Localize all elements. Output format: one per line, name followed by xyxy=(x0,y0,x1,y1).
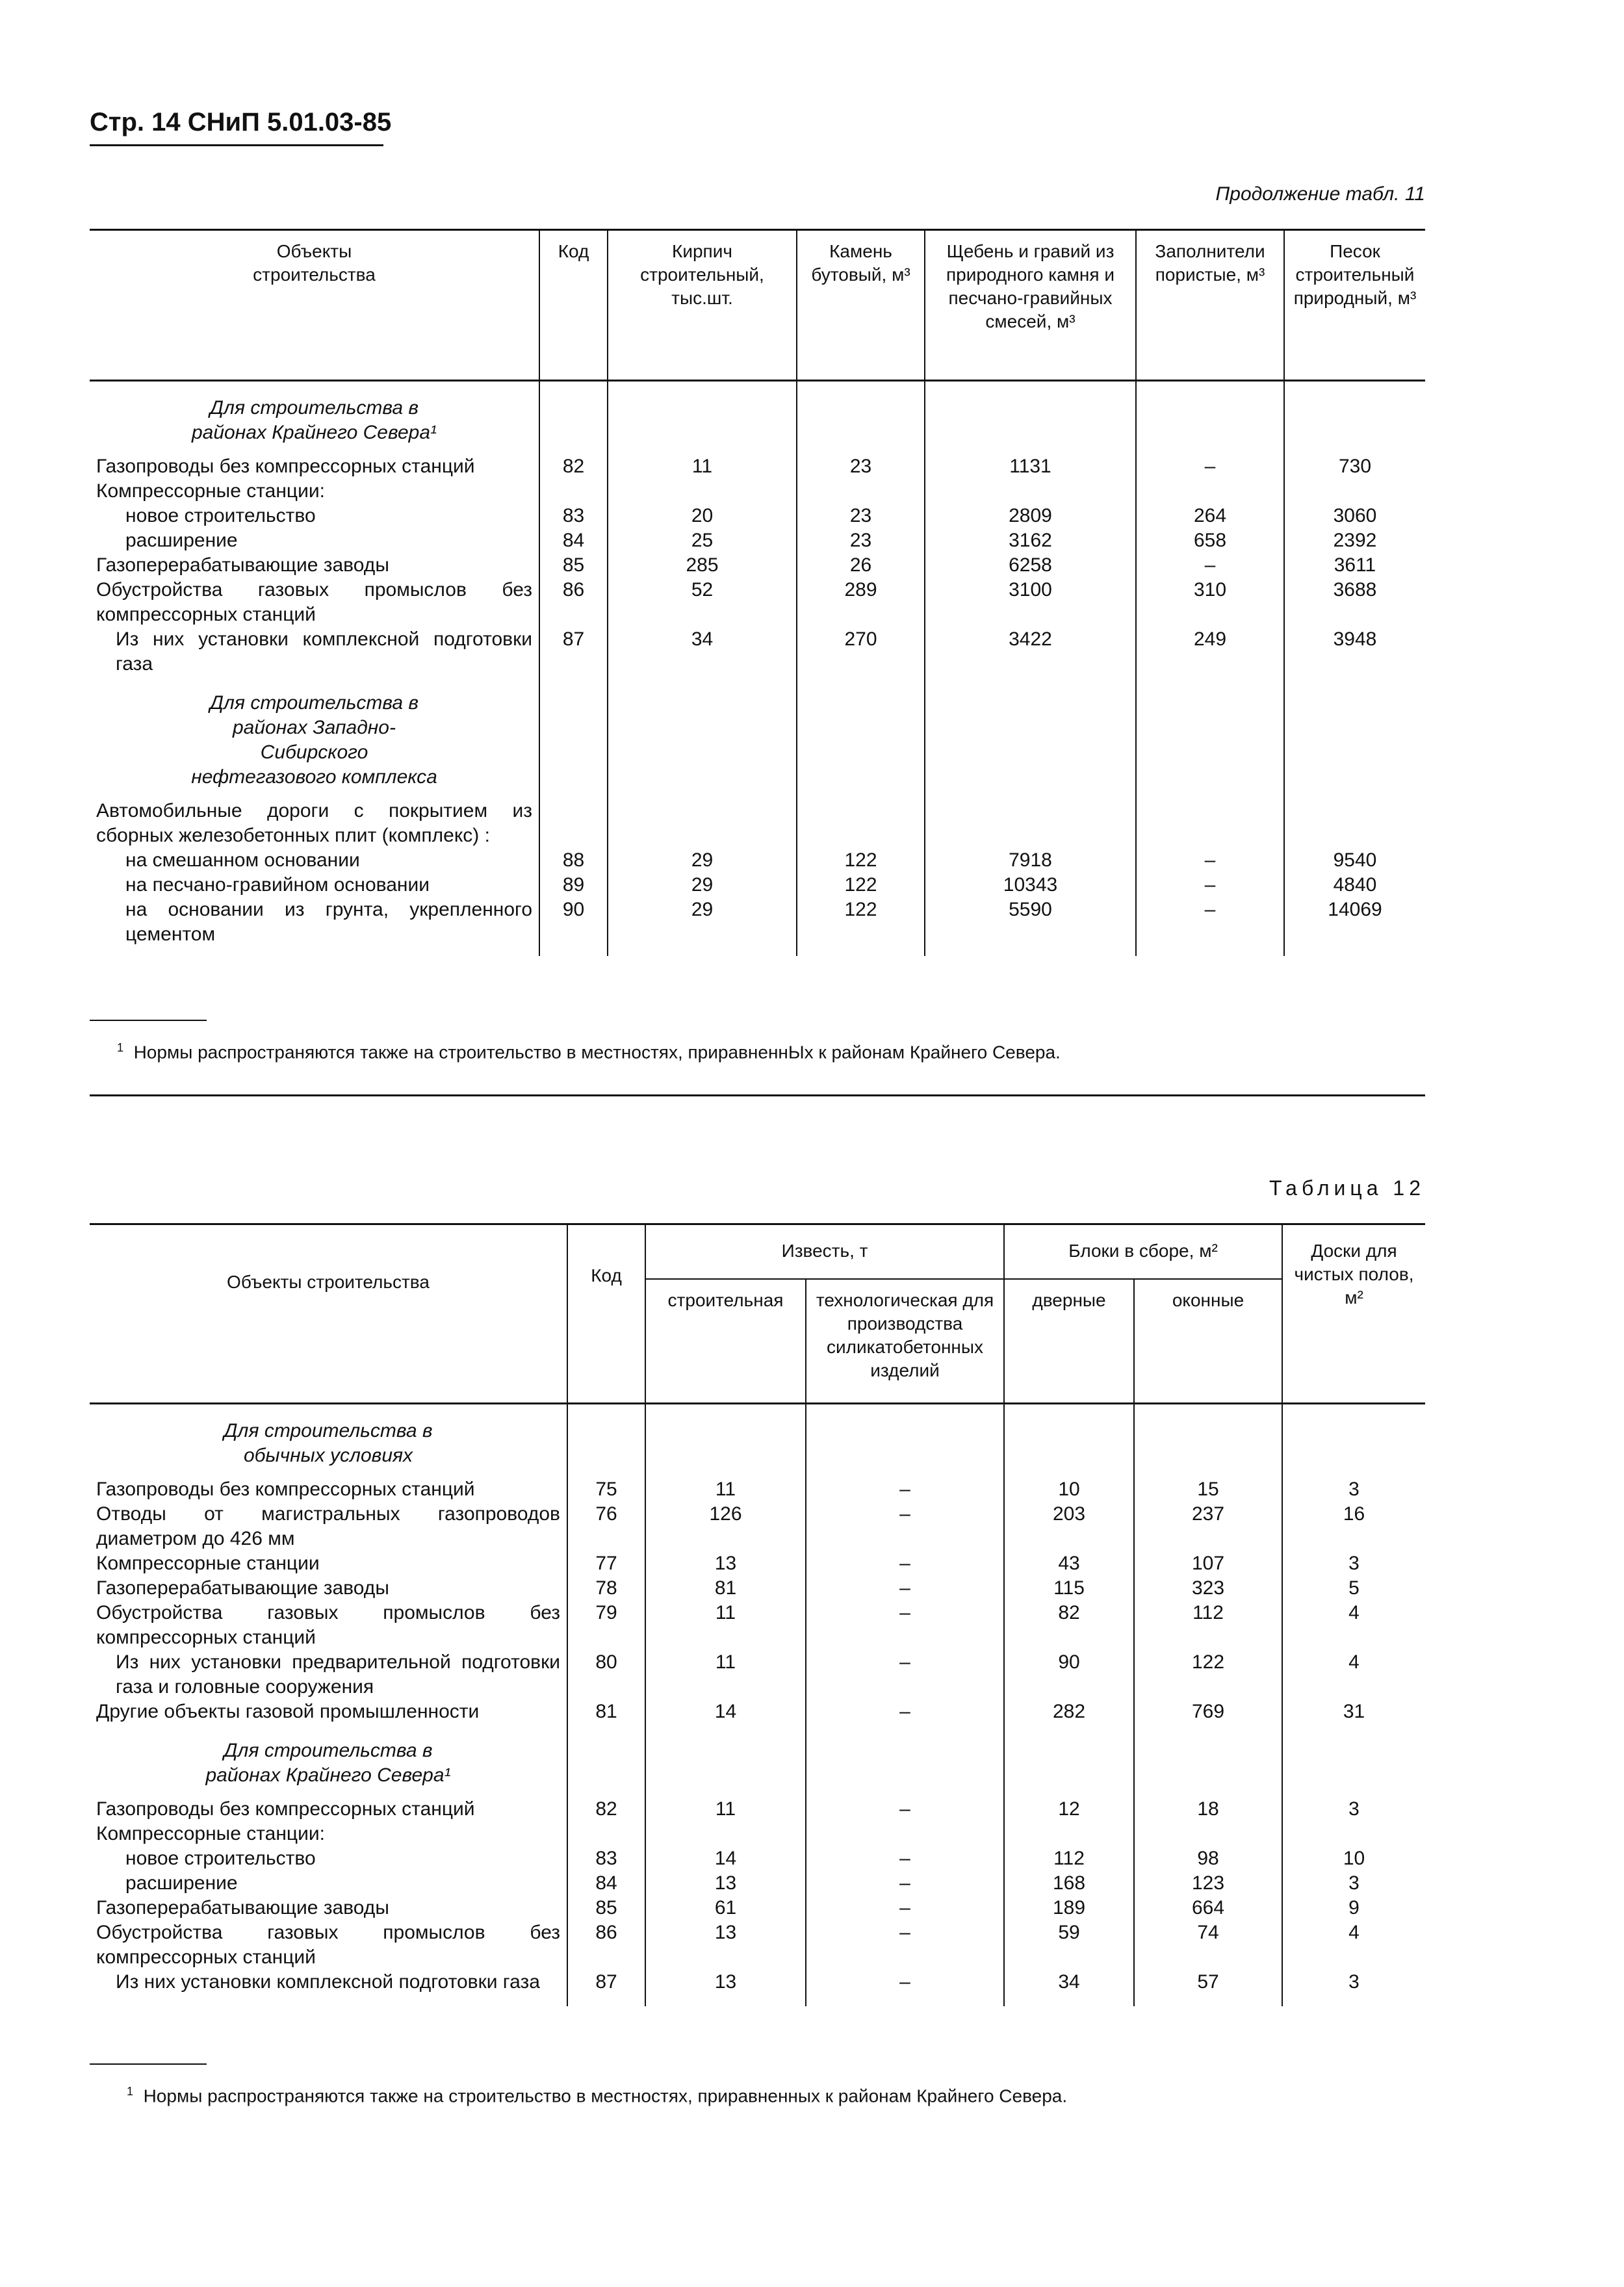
value-cell xyxy=(925,677,1136,799)
value-cell: 123 xyxy=(1134,1871,1282,1896)
table-row xyxy=(90,1502,1425,1551)
col-gravel: Щебень и гравий из природного камня и песчано-гравийных смесей, м³ xyxy=(925,230,1136,381)
row-name: на песчано-гравийном основании xyxy=(125,874,430,896)
value-cell: 15 xyxy=(1134,1477,1282,1502)
value-cell: – xyxy=(806,1576,1004,1601)
value-cell: 310 xyxy=(1136,578,1284,627)
col-sand: Песок строительный природный, м³ xyxy=(1284,230,1425,381)
table-row xyxy=(90,479,1425,504)
col-lime-building: строительная xyxy=(645,1279,806,1404)
value-cell: 249 xyxy=(1136,627,1284,677)
code-cell: 87 xyxy=(567,1970,645,1995)
value-cell: 126 xyxy=(645,1502,806,1551)
value-cell: 52 xyxy=(608,578,797,627)
code-cell: 83 xyxy=(539,504,608,528)
value-cell: – xyxy=(1136,873,1284,898)
value-cell: – xyxy=(806,1477,1004,1502)
value-cell xyxy=(806,1724,1004,1797)
value-cell: 18 xyxy=(1134,1797,1282,1822)
value-cell xyxy=(806,1404,1004,1478)
col-objects: Объекты строительства xyxy=(90,1224,567,1404)
value-cell xyxy=(645,1724,806,1797)
table-row xyxy=(90,1920,1425,1970)
value-cell: 122 xyxy=(797,848,925,873)
code-cell: 81 xyxy=(567,1699,645,1724)
value-cell xyxy=(1284,799,1425,848)
code-cell: 79 xyxy=(567,1601,645,1650)
value-cell xyxy=(925,381,1136,455)
table11-footnote: $^1$ Нормы распространяются также на строительство в местностях, приравненнЫх к районам Крайнего Севера. xyxy=(117,1041,1061,1063)
value-cell: 122 xyxy=(797,898,925,947)
table12-footnote: $^1$ Нормы распространяются также на строительство в местностях, приравненных к районам Крайнего Севера. xyxy=(127,2085,1068,2106)
value-cell: – xyxy=(1136,848,1284,873)
value-cell: 658 xyxy=(1136,528,1284,553)
value-cell: 25 xyxy=(608,528,797,553)
value-cell: – xyxy=(806,1846,1004,1871)
code-cell: 88 xyxy=(539,848,608,873)
value-cell: – xyxy=(806,1699,1004,1724)
value-cell xyxy=(1004,1822,1134,1846)
value-cell: 11 xyxy=(645,1477,806,1502)
value-cell: 57 xyxy=(1134,1970,1282,1995)
value-cell: 23 xyxy=(797,454,925,479)
value-cell: 13 xyxy=(645,1970,806,1995)
value-cell: 323 xyxy=(1134,1576,1282,1601)
section-row xyxy=(90,677,1425,799)
section-title: Для строительства в обычных условиях xyxy=(224,1420,433,1466)
table-row xyxy=(90,504,1425,528)
code-cell: 86 xyxy=(567,1920,645,1970)
table-row xyxy=(90,1871,1425,1896)
value-cell: 13 xyxy=(645,1920,806,1970)
row-name: Автомобильные дороги с покрытием из сборных железобетонных плит (комплекс) : xyxy=(96,800,532,846)
value-cell: 98 xyxy=(1134,1846,1282,1871)
value-cell: 3 xyxy=(1282,1970,1425,1995)
code-cell: 84 xyxy=(539,528,608,553)
header-underline xyxy=(90,144,383,146)
value-cell xyxy=(1284,677,1425,799)
value-cell: – xyxy=(1136,454,1284,479)
row-name: Газоперерабатывающие заводы xyxy=(96,554,389,576)
code-cell: 78 xyxy=(567,1576,645,1601)
col-blocks-window: оконные xyxy=(1134,1279,1282,1404)
value-cell xyxy=(1134,1724,1282,1797)
table-row xyxy=(90,1846,1425,1871)
value-cell: 3611 xyxy=(1284,553,1425,578)
value-cell: 769 xyxy=(1134,1699,1282,1724)
table-row xyxy=(90,1797,1425,1822)
code-cell xyxy=(567,1822,645,1846)
value-cell xyxy=(806,1822,1004,1846)
table-row xyxy=(90,454,1425,479)
row-name: Обустройства газовых промыслов без компрессорных станций xyxy=(96,1602,560,1648)
value-cell: – xyxy=(806,1502,1004,1551)
value-cell: – xyxy=(806,1920,1004,1970)
value-cell: 5590 xyxy=(925,898,1136,947)
value-cell xyxy=(1136,479,1284,504)
value-cell: 10 xyxy=(1004,1477,1134,1502)
value-cell: 9540 xyxy=(1284,848,1425,873)
value-cell xyxy=(608,677,797,799)
row-name: на основании из грунта, укрепленного цементом xyxy=(125,899,532,945)
value-cell: 270 xyxy=(797,627,925,677)
value-cell xyxy=(1284,479,1425,504)
col-blocks: Блоки в сборе, м² xyxy=(1004,1224,1282,1279)
row-name: расширение xyxy=(125,530,238,551)
value-cell: 13 xyxy=(645,1871,806,1896)
table11 xyxy=(90,229,1425,956)
row-name: Компрессорные станции xyxy=(96,1553,320,1574)
value-cell xyxy=(1136,677,1284,799)
value-cell: 168 xyxy=(1004,1871,1134,1896)
row-name: Газопроводы без компрессорных станций xyxy=(96,456,475,477)
value-cell xyxy=(797,799,925,848)
row-name: Компрессорные станции: xyxy=(96,1823,325,1844)
value-cell: 122 xyxy=(797,873,925,898)
code-cell: 87 xyxy=(539,627,608,677)
table11-caption: Продолжение табл. 11 xyxy=(1215,183,1425,205)
page-header: Стр. 14 СНиП 5.01.03-85 xyxy=(90,108,392,136)
value-cell: 11 xyxy=(645,1650,806,1699)
value-cell: 81 xyxy=(645,1576,806,1601)
value-cell: 11 xyxy=(645,1797,806,1822)
value-cell: – xyxy=(1136,553,1284,578)
code-cell: 80 xyxy=(567,1650,645,1699)
col-lime-tech: технологическая для производства силикатобетонных изделий xyxy=(806,1279,1004,1404)
code-cell: 76 xyxy=(567,1502,645,1551)
code-cell: 89 xyxy=(539,873,608,898)
value-cell xyxy=(608,479,797,504)
table-row xyxy=(90,1822,1425,1846)
code-cell xyxy=(539,799,608,848)
value-cell: – xyxy=(806,1650,1004,1699)
table-row xyxy=(90,1650,1425,1699)
table11-footnote-rule xyxy=(90,1020,207,1021)
value-cell: 20 xyxy=(608,504,797,528)
value-cell: 10 xyxy=(1282,1846,1425,1871)
value-cell: 1131 xyxy=(925,454,1136,479)
value-cell: 34 xyxy=(608,627,797,677)
value-cell: – xyxy=(806,1551,1004,1576)
section-title: Для строительства в районах Крайнего Севера¹ xyxy=(205,1740,451,1786)
value-cell: 6258 xyxy=(925,553,1136,578)
row-name: Обустройства газовых промыслов без компрессорных станций xyxy=(96,579,532,625)
value-cell: 3 xyxy=(1282,1551,1425,1576)
row-name: Обустройства газовых промыслов без компрессорных станций xyxy=(96,1922,560,1968)
value-cell: 16 xyxy=(1282,1502,1425,1551)
value-cell xyxy=(645,1822,806,1846)
col-objects: Объекты строительства xyxy=(253,241,376,285)
table-row xyxy=(90,1699,1425,1724)
value-cell: 14 xyxy=(645,1846,806,1871)
value-cell: 2392 xyxy=(1284,528,1425,553)
value-cell xyxy=(1134,1404,1282,1478)
table-row xyxy=(90,898,1425,947)
value-cell: 3948 xyxy=(1284,627,1425,677)
value-cell: – xyxy=(806,1797,1004,1822)
value-cell: 31 xyxy=(1282,1699,1425,1724)
value-cell xyxy=(1282,1724,1425,1797)
value-cell: 664 xyxy=(1134,1896,1282,1920)
code-cell: 85 xyxy=(539,553,608,578)
value-cell xyxy=(608,799,797,848)
section-title: Для строительства в районах Крайнего Севера¹ xyxy=(191,397,437,443)
value-cell: 59 xyxy=(1004,1920,1134,1970)
value-cell: 264 xyxy=(1136,504,1284,528)
value-cell: 11 xyxy=(608,454,797,479)
row-name: Газопроводы без компрессорных станций xyxy=(96,1479,475,1500)
value-cell: 13 xyxy=(645,1551,806,1576)
value-cell xyxy=(645,1404,806,1478)
value-cell: – xyxy=(806,1871,1004,1896)
row-name: Газопроводы без компрессорных станций xyxy=(96,1798,475,1820)
row-name: расширение xyxy=(125,1872,238,1894)
value-cell xyxy=(797,479,925,504)
row-name: Компрессорные станции: xyxy=(96,480,325,502)
value-cell: 3 xyxy=(1282,1871,1425,1896)
value-cell: 189 xyxy=(1004,1896,1134,1920)
value-cell: 26 xyxy=(797,553,925,578)
value-cell: 23 xyxy=(797,504,925,528)
table-row xyxy=(90,1576,1425,1601)
code-cell: 83 xyxy=(567,1846,645,1871)
code-cell: 82 xyxy=(567,1797,645,1822)
value-cell xyxy=(1004,1724,1134,1797)
value-cell: 115 xyxy=(1004,1576,1134,1601)
value-cell: 3 xyxy=(1282,1797,1425,1822)
value-cell xyxy=(797,381,925,455)
value-cell: 3100 xyxy=(925,578,1136,627)
section-row xyxy=(90,381,1425,455)
code-cell: 86 xyxy=(539,578,608,627)
code-cell xyxy=(567,1724,645,1797)
value-cell: 203 xyxy=(1004,1502,1134,1551)
value-cell: – xyxy=(806,1601,1004,1650)
table12-caption: Таблица 12 xyxy=(1269,1176,1425,1200)
value-cell: 289 xyxy=(797,578,925,627)
table12 xyxy=(90,1223,1425,2006)
table-row xyxy=(90,1477,1425,1502)
section-title: Для строительства в районах Западно-Сибирского нефтегазового комплекса xyxy=(191,692,437,788)
value-cell: 285 xyxy=(608,553,797,578)
table-row xyxy=(90,627,1425,677)
value-cell xyxy=(1282,1404,1425,1478)
code-cell xyxy=(539,479,608,504)
row-name: Газоперерабатывающие заводы xyxy=(96,1897,389,1919)
value-cell: 112 xyxy=(1134,1601,1282,1650)
section-divider xyxy=(90,1094,1425,1096)
code-cell: 75 xyxy=(567,1477,645,1502)
value-cell: 4 xyxy=(1282,1601,1425,1650)
row-name: Газоперерабатывающие заводы xyxy=(96,1577,389,1599)
value-cell: 29 xyxy=(608,873,797,898)
value-cell xyxy=(1004,1404,1134,1478)
value-cell: 29 xyxy=(608,898,797,947)
value-cell: 3162 xyxy=(925,528,1136,553)
value-cell xyxy=(925,799,1136,848)
col-code: Код xyxy=(567,1224,645,1404)
table-row xyxy=(90,873,1425,898)
value-cell: 23 xyxy=(797,528,925,553)
row-name: Отводы от магистральных газопроводов диаметром до 426 мм xyxy=(96,1503,560,1549)
value-cell: – xyxy=(806,1970,1004,1995)
value-cell xyxy=(1134,1822,1282,1846)
value-cell xyxy=(1282,1822,1425,1846)
code-cell: 77 xyxy=(567,1551,645,1576)
value-cell: 5 xyxy=(1282,1576,1425,1601)
value-cell: 2809 xyxy=(925,504,1136,528)
value-cell xyxy=(608,381,797,455)
value-cell: 74 xyxy=(1134,1920,1282,1970)
code-cell: 84 xyxy=(567,1871,645,1896)
value-cell: 90 xyxy=(1004,1650,1134,1699)
value-cell: 82 xyxy=(1004,1601,1134,1650)
table-row xyxy=(90,1896,1425,1920)
value-cell: 122 xyxy=(1134,1650,1282,1699)
section-row xyxy=(90,1404,1425,1478)
row-name: на смешанном основании xyxy=(125,849,360,871)
table-row xyxy=(90,553,1425,578)
value-cell: 4 xyxy=(1282,1920,1425,1970)
code-cell xyxy=(567,1404,645,1478)
value-cell: 43 xyxy=(1004,1551,1134,1576)
row-name: новое строительство xyxy=(125,505,316,526)
row-name: Из них установки комплексной подготовки газа xyxy=(116,1971,540,1993)
value-cell: 10343 xyxy=(925,873,1136,898)
code-cell: 90 xyxy=(539,898,608,947)
row-name: Из них установки предварительной подготовки газа и головные сооружения xyxy=(116,1651,560,1698)
value-cell: 730 xyxy=(1284,454,1425,479)
col-brick: Кирпич строительный, тыс.шт. xyxy=(608,230,797,381)
table-row xyxy=(90,528,1425,553)
code-cell xyxy=(539,381,608,455)
value-cell: 282 xyxy=(1004,1699,1134,1724)
col-aggregates: Заполнители пористые, м³ xyxy=(1136,230,1284,381)
value-cell xyxy=(1136,799,1284,848)
value-cell xyxy=(1284,381,1425,455)
value-cell: 14069 xyxy=(1284,898,1425,947)
value-cell xyxy=(1136,381,1284,455)
value-cell: 14 xyxy=(645,1699,806,1724)
row-name: Другие объекты газовой промышленности xyxy=(96,1701,480,1722)
col-code: Код xyxy=(539,230,608,381)
value-cell: 9 xyxy=(1282,1896,1425,1920)
value-cell: 29 xyxy=(608,848,797,873)
value-cell: – xyxy=(806,1896,1004,1920)
value-cell: 237 xyxy=(1134,1502,1282,1551)
code-cell: 85 xyxy=(567,1896,645,1920)
section-row xyxy=(90,1724,1425,1797)
value-cell: 4 xyxy=(1282,1650,1425,1699)
table-row xyxy=(90,1551,1425,1576)
value-cell: 112 xyxy=(1004,1846,1134,1871)
table-row xyxy=(90,1601,1425,1650)
row-name: новое строительство xyxy=(125,1848,316,1869)
value-cell: 7918 xyxy=(925,848,1136,873)
code-cell xyxy=(539,677,608,799)
col-lime: Известь, т xyxy=(645,1224,1004,1279)
value-cell: 61 xyxy=(645,1896,806,1920)
value-cell: 4840 xyxy=(1284,873,1425,898)
table-row xyxy=(90,848,1425,873)
value-cell: 3 xyxy=(1282,1477,1425,1502)
value-cell: 34 xyxy=(1004,1970,1134,1995)
value-cell: – xyxy=(1136,898,1284,947)
table-row xyxy=(90,1970,1425,1995)
value-cell: 107 xyxy=(1134,1551,1282,1576)
value-cell: 3422 xyxy=(925,627,1136,677)
col-stone: Камень бутовый, м³ xyxy=(797,230,925,381)
table12-footnote-rule xyxy=(90,2063,207,2065)
col-blocks-door: дверные xyxy=(1004,1279,1134,1404)
value-cell: 3688 xyxy=(1284,578,1425,627)
value-cell xyxy=(797,677,925,799)
code-cell: 82 xyxy=(539,454,608,479)
table-row xyxy=(90,578,1425,627)
value-cell: 11 xyxy=(645,1601,806,1650)
table-row xyxy=(90,799,1425,848)
value-cell xyxy=(925,479,1136,504)
value-cell: 3060 xyxy=(1284,504,1425,528)
row-name: Из них установки комплексной подготовки газа xyxy=(116,628,532,675)
col-boards: Доски для чистых полов, м² xyxy=(1282,1224,1425,1404)
value-cell: 12 xyxy=(1004,1797,1134,1822)
